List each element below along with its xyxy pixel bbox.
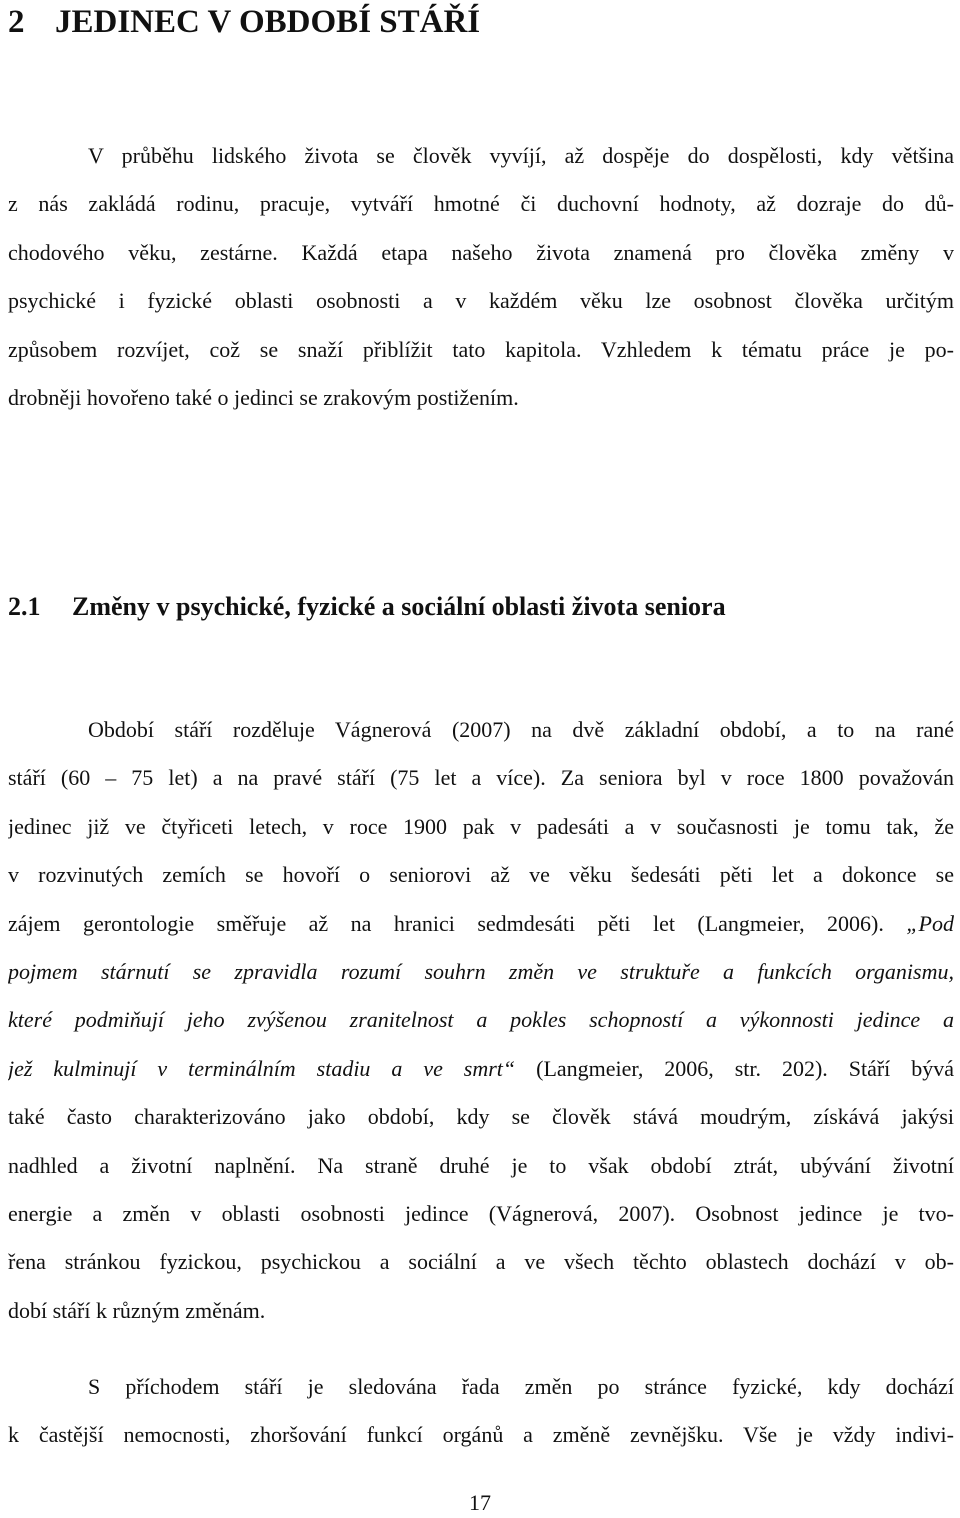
paragraph-line: energie a změn v oblasti osobnosti jedince (Vágnerová, 2007). Osobnost jedince je tvo- — [8, 1200, 954, 1226]
paragraph-line: drobněji hovořeno také o jedinci se zrakovým postižením. — [8, 384, 519, 410]
paragraph-line: z nás zakládá rodinu, pracuje, vytváří hmotné či duchovní hodnoty, až dozraje do dů- — [8, 191, 954, 217]
paragraph-line: V průběhu lidského života se člověk vyvíjí, až dospěje do dospělosti, kdy většina — [88, 143, 954, 168]
paragraph-physical-changes — [8, 1363, 954, 1460]
text-run: (Langmeier, 2006, str. 202). Stáří bývá — [515, 1055, 954, 1081]
paragraph-line — [8, 948, 954, 996]
text-run: zájem gerontologie směřuje až na hranici sedmdesáti pěti let (Langmeier, 2006). — [8, 910, 907, 936]
quote-text: které podmiňují jeho zvýšenou zranitelnost a pokles schopností a výkonnosti jedince a — [8, 1007, 954, 1033]
paragraph-line: také často charakterizováno jako období, kdy se člověk stává moudrým, získává jakýsi — [8, 1104, 954, 1130]
chapter-number: 2 — [8, 4, 25, 40]
paragraph-line — [8, 1045, 954, 1093]
paragraph-line: v rozvinutých zemích se hovoří o seniorovi až ve věku šedesáti pěti let a dokonce se — [8, 862, 954, 888]
paragraph-line: stáří (60 – 75 let) a na pravé stáří (75 let a více). Za seniora byl v roce 1800 považován — [8, 765, 954, 791]
paragraph-line: nadhled a životní naplnění. Na straně druhé je to však období ztrát, ubývání životní — [8, 1152, 954, 1178]
paragraph-line: dobí stáří k různým změnám. — [8, 1297, 266, 1323]
page-number: 17 — [469, 1490, 491, 1515]
paragraph-intro — [8, 132, 954, 422]
quote-text: jež kulminují v terminálním stadiu a ve smrt“ — [8, 1055, 516, 1081]
section-number: 2.1 — [8, 592, 41, 621]
paragraph-line — [8, 996, 954, 1044]
quote-text: pojmem stárnutí se zpravidla rozumí souhrn změn ve struktuře a funkcích organismu, — [8, 958, 954, 984]
paragraph-line: S příchodem stáří je sledována řada změn po stránce fyzické, kdy dochází — [88, 1374, 954, 1399]
paragraph-line: jedinec již ve čtyřiceti letech, v roce 1900 pak v padesáti a v současnosti je tomu tak, že — [8, 813, 954, 839]
quote-text: „Pod — [906, 910, 954, 936]
paragraph-line: způsobem rozvíjet, což se snaží přiblížit tato kapitola. Vzhledem k tématu práce je po- — [8, 336, 954, 362]
section-title: Změny v psychické, fyzické a sociální oblasti života seniora — [72, 592, 726, 621]
chapter-title: JEDINEC V OBDOBÍ STÁŘÍ — [55, 4, 481, 40]
paragraph-line: Období stáří rozděluje Vágnerová (2007) na dvě základní období, a to na rané — [88, 717, 954, 742]
paragraph-line — [8, 900, 954, 948]
paragraph-aging-periods — [8, 706, 954, 1335]
chapter-heading — [8, 0, 480, 44]
paragraph-line: k častější nemocnosti, zhoršování funkcí orgánů a změně zevnějšku. Vše je vždy indivi- — [8, 1422, 954, 1448]
paragraph-line: řena stránkou fyzickou, psychickou a sociální a ve všech těchto oblastech dochází v ob- — [8, 1249, 954, 1275]
section-heading — [8, 587, 726, 627]
paragraph-line: psychické i fyzické oblasti osobnosti a v každém věku lze osobnost člověka určitým — [8, 288, 954, 314]
paragraph-line: chodového věku, zestárne. Každá etapa našeho života znamená pro člověka změny v — [8, 239, 954, 265]
